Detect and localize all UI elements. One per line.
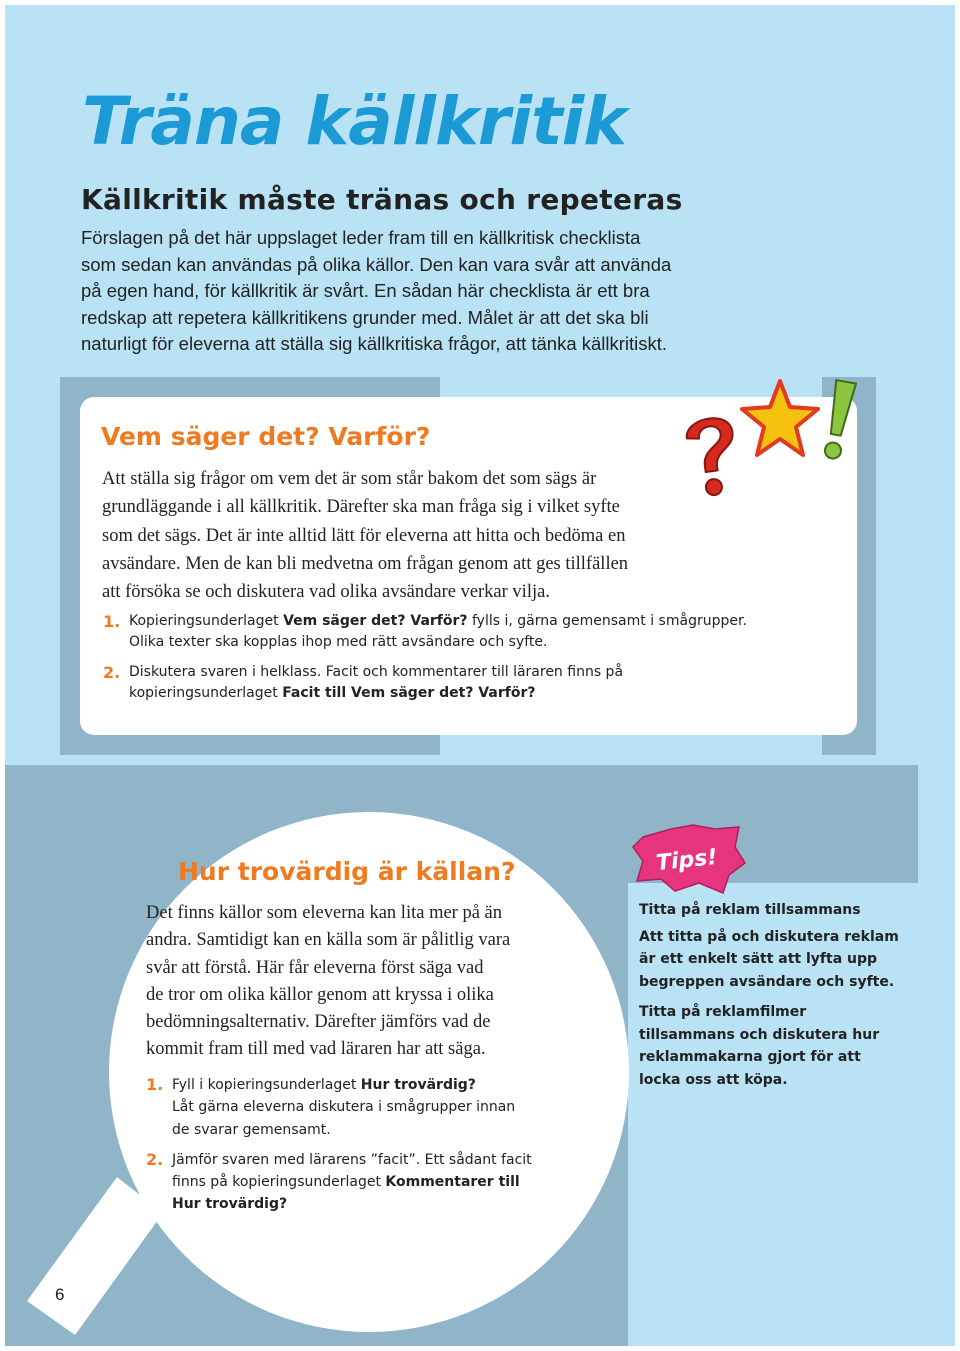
body-line: andra. Samtidigt kan en källa som är pålitlig vara (146, 930, 511, 951)
body-line: grundläggande i all källkritik. Därefter ska man fråga sig i vilket syfte (102, 497, 620, 518)
tips-heading: Titta på reklam tillsammans (639, 902, 861, 918)
step-number: 2. (103, 663, 121, 682)
body-line: som det sägs. Det är inte alltid lätt för eleverna att hitta och bedöma en (102, 525, 626, 546)
step-item (146, 1149, 532, 1216)
body-line: Det finns källor som eleverna kan lita mer på än (146, 903, 502, 923)
step-line (172, 1074, 532, 1096)
question-mark-icon (677, 407, 747, 502)
step-bold-text: Vem säger det? Varför? (283, 613, 468, 629)
tips-line: reklammakarna gjort för att (639, 1049, 861, 1065)
step-line: Diskutera svaren i helklass. Facit och kommentarer till läraren finns på (129, 664, 624, 680)
step-text: Fyll i kopieringsunderlaget (172, 1077, 361, 1093)
section-body (102, 465, 628, 606)
intro-line: Förslagen på det här uppslaget leder fram till en källkritisk checklista (81, 227, 641, 248)
step-item (146, 1074, 532, 1141)
body-line: avsändare. Men de kan bli medvetna om frågan genom att ges tillfällen (102, 553, 629, 574)
page-subtitle: Källkritik måste tränas och repeteras (81, 183, 683, 216)
step-line: Låt gärna eleverna diskutera i smågrupper innan (172, 1099, 516, 1116)
page-number: 6 (55, 1285, 65, 1304)
step-line: Jämför svaren med lärarens ”facit”. Ett sådant facit (172, 1151, 532, 1168)
step-line: de svarar gemensamt. (172, 1121, 331, 1138)
body-line: kommit fram till med vad läraren har att säga. (146, 1039, 486, 1060)
steps-list (146, 1074, 532, 1225)
step-item (103, 662, 747, 704)
steps-list (103, 611, 747, 713)
step-text: fylls i, gärna gemensamt i smågrupper. (467, 613, 747, 629)
section-heading: Vem säger det? Varför? (101, 422, 431, 451)
step-bold-text: Hur trovärdig? (172, 1196, 288, 1213)
exclamation-mark-icon (813, 377, 863, 467)
step-line (172, 1171, 532, 1193)
step-line (172, 1193, 532, 1215)
tips-line: tillsammans och diskutera hur (639, 1026, 880, 1043)
tips-line: Titta på reklamfilmer (639, 1004, 807, 1020)
step-number: 1. (146, 1075, 164, 1094)
tips-paragraph (639, 926, 919, 994)
tips-line: Att titta på och diskutera reklam (639, 928, 899, 945)
body-line: Att ställa sig frågor om vem det är som står bakom det som sägs är (102, 469, 597, 489)
page (5, 5, 955, 1346)
section-heading: Hur trovärdig är källan? (178, 857, 516, 886)
page-title: Träna källkritik (82, 83, 627, 160)
intro-paragraph (81, 225, 741, 358)
step-line (129, 683, 747, 704)
step-item (103, 611, 747, 653)
magnifier-lens (109, 812, 629, 1332)
body-line: svår att förstå. Här får eleverna först säga vad (146, 957, 484, 978)
intro-line: naturligt för eleverna att ställa sig källkritiska frågor, att tänka källkritiskt. (81, 333, 668, 354)
intro-line: på egen hand, för källkritik är svårt. En sådan här checklista är ett bra (81, 280, 650, 301)
step-text: Kopieringsunderlaget (129, 613, 284, 629)
step-bold-text: Hur trovärdig? (360, 1077, 476, 1093)
step-line (129, 611, 747, 632)
step-line: Olika texter ska kopplas ihop med rätt avsändare och syfte. (129, 634, 548, 650)
section-body (146, 900, 510, 1064)
body-line: att försöka se och diskutera vad olika avsändare verkar vilja. (102, 582, 550, 603)
star-icon (739, 377, 821, 459)
tips-line: begreppen avsändare och syfte. (639, 973, 895, 990)
tips-line: locka oss att köpa. (639, 1071, 788, 1088)
step-number: 1. (103, 612, 121, 631)
intro-line: som sedan kan användas på olika källor. Den kan vara svår att använda (81, 253, 672, 275)
step-number: 2. (146, 1149, 164, 1169)
step-bold-text: Kommentarer till (385, 1174, 520, 1191)
tips-badge-label: Tips! (654, 844, 719, 877)
intro-line: redskap att repetera källkritikens grunder med. Målet är att det ska bli (81, 306, 649, 328)
step-bold-text: Facit till Vem säger det? Varför? (282, 685, 536, 701)
step-text: finns på kopieringsunderlaget (172, 1174, 386, 1191)
tips-badge-icon (631, 823, 747, 895)
step-text: kopieringsunderlaget (129, 685, 283, 701)
tips-paragraph (639, 1001, 919, 1091)
tips-line: är ett enkelt sätt att lyfta upp (639, 951, 878, 967)
body-line: de tror om olika källor genom att kryssa i olika (146, 984, 494, 1005)
body-line: bedömningsalternativ. Därefter jämförs vad de (146, 1012, 491, 1033)
tips-box (639, 899, 919, 1091)
